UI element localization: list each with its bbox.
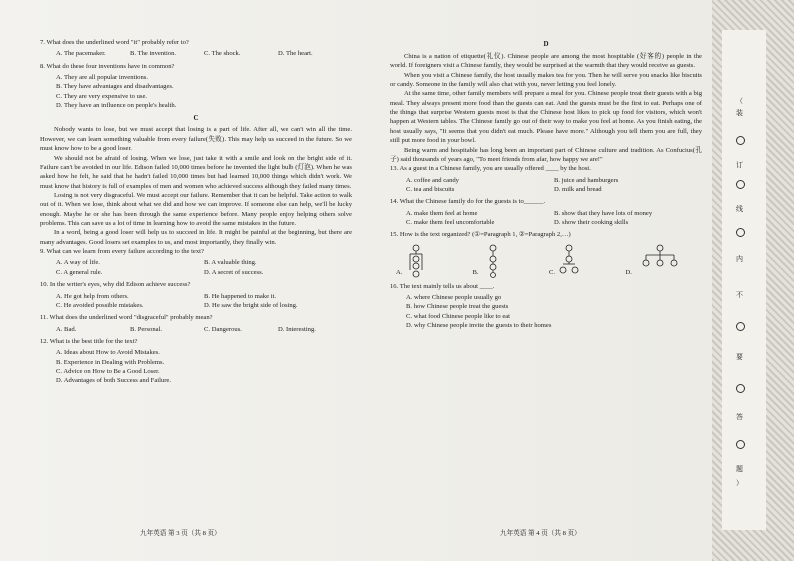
option: B. show that they have lots of money	[554, 209, 653, 217]
option: A. Bad.	[56, 325, 77, 333]
option: C. what food Chinese people like to eat	[406, 312, 511, 320]
passage-d-heading: D	[543, 40, 549, 48]
binding-hole	[736, 440, 745, 449]
option: D. Interesting.	[278, 325, 316, 333]
option: B. They have advantages and disadvantages.	[56, 83, 174, 91]
passage-c-paragraph: In a word, being a good loser will help us to succeed in life. It might be painful at the beginning, but there are many advantages. Good losers set examples to us, and most importantly, they finally win.	[40, 229, 352, 246]
passage-c-heading: C	[193, 113, 199, 122]
option: A. A way of life.	[56, 259, 100, 267]
option: D. Advantages of both Success and Failure.	[56, 377, 172, 385]
question-9: 9. What can we learn from every failure according to the text?	[40, 248, 204, 256]
passage-d-paragraph: China is a nation of etiquette(礼仪). Chinese people are among the most hospitable (好客的) people in the world. If foreigners visit a Chinese family, they would be surprised at the warmth that they would receive as guests.	[390, 52, 702, 70]
binding-char: （	[736, 97, 743, 105]
diagram-option-a	[396, 244, 473, 280]
binding-char: ）	[736, 479, 743, 487]
option: A. He got help from others.	[56, 292, 129, 300]
binding-strip	[722, 30, 766, 530]
option: C. He avoided possible mistakes.	[56, 301, 144, 309]
structure-diagram-a	[406, 244, 466, 278]
option: B. juice and hamburgers	[554, 176, 619, 184]
question-14-options	[406, 209, 702, 228]
structure-diagram-b	[483, 244, 543, 278]
question-7-options	[56, 49, 352, 58]
question-8-options	[56, 73, 352, 110]
question-10: 10. In the writer's eyes, why did Edison achieve success?	[40, 281, 191, 289]
question-10-options	[56, 292, 352, 311]
binding-hole	[736, 384, 745, 393]
option: D. A secret of success.	[204, 268, 264, 276]
question-13: 13. As a guest in a Chinese family, you are usually offered ____ by the host.	[390, 165, 591, 173]
option: A. They are all popular inventions.	[56, 74, 148, 82]
diagram-label: A.	[396, 268, 403, 276]
page-4-column	[390, 38, 702, 334]
question-11-options	[56, 325, 352, 334]
question-9-options	[56, 258, 352, 277]
question-12: 12. What is the best title for the text?	[40, 338, 138, 345]
question-13-options	[406, 176, 702, 195]
option: C. They are very expensive to use.	[56, 92, 148, 100]
passage-c-paragraph: We should not be afraid of losing. When we lose, just take it with a smile and look on the bright side of it. Failure can't be avoided in our life. Edison failed 10,000 times before he invented the light bulb (灯泡). When he was asked how he felt, he said that he hadn't failed 10,000 times but had learned 10,000 things which didn't work. We must know that history is full of examples of men and women who achieved success although they failed many times.	[40, 154, 352, 190]
option: D. He saw the bright side of losing.	[204, 301, 298, 309]
binding-hole	[736, 228, 745, 237]
option: C. make them feel uncomfortable	[406, 219, 495, 227]
structure-diagram-d	[630, 244, 690, 278]
binding-char: 线	[736, 205, 743, 213]
passage-d-paragraph: Being warm and hospitable has long been an important part of Chinese culture and tradition. As Confucius(孔子) said thousands of years ago, "To meet friends from afar, how happy we are!"	[390, 146, 702, 163]
binding-hole	[736, 180, 745, 189]
question-14: 14. What the Chinese family do for the guests is to______.	[390, 198, 546, 206]
option: D. show their cooking skills	[554, 219, 629, 227]
passage-d-paragraph: At the same time, other family members will prepare a meal for you. Chinese people treat their guests with a big meal. They always present more food than the guests can eat. And the guests must be the first to eat. Perhaps one of the things that surprise Western guests most is that the Chinese host likes to pick up food for visitors, which won't happen at Western tables. The Chinese family go out of their way to make you feel at home. As you finish eating, the host usually says, "It seems that you didn't eat much. Please have more." Although you tell them you are full, they still put more food in your bowl.	[390, 90, 702, 145]
question-16: 16. The text mainly tells us about ____.	[390, 282, 495, 290]
binding-char: 装	[736, 109, 743, 117]
diagram-label: C.	[549, 268, 556, 276]
option: C. tea and biscuits	[406, 185, 455, 193]
option: D. The heart.	[278, 50, 313, 58]
option: A. Ideas about How to Avoid Mistakes.	[56, 349, 160, 357]
structure-diagram-c	[559, 244, 619, 278]
option: D. milk and bread	[554, 185, 602, 193]
binding-char: 不	[736, 291, 743, 299]
question-8: 8. What do these four inventions have in common?	[40, 62, 175, 70]
option: D. They have an influence on people's health.	[56, 102, 177, 110]
passage-d-paragraph: When you visit a Chinese family, the host usually makes tea for you. Then he will serve you snacks like biscuits or candy. Someone in the family will also chat with you, never letting you feel lonely.	[390, 71, 702, 89]
option: A. coffee and candy	[406, 176, 459, 184]
diagram-label: D.	[625, 268, 632, 276]
page-3-footer: 九年英语 第 3 页（共 8 页）	[140, 530, 221, 537]
option: C. Advice on How to Be a Good Loser.	[56, 368, 160, 376]
diagram-option-d	[626, 244, 703, 280]
diagram-option-b	[473, 244, 550, 280]
diagram-label: B.	[472, 268, 479, 276]
option: B. He happened to make it.	[204, 292, 276, 300]
page-3-column	[40, 38, 352, 389]
option: C. The shock.	[204, 50, 241, 58]
binding-char: 订	[736, 161, 743, 169]
binding-char: 要	[736, 353, 743, 361]
passage-c-paragraph: Losing is not very disgraceful. We must accept our failure. Remember that it can be helpful. Take action to walk out of it. When we lose, think about what we did and how we can improve. If someone else can help, we'll be lucky enough. Maybe he or she has been through the same experience before. Many people enjoy helping others solve problems. This can save us a lot of time in learning how to avoid the same mistakes in the future.	[40, 191, 352, 228]
passage-c-paragraph: Nobody wants to lose, but we must accept that losing is a part of life. After all, we can't win all the time. However, we can learn something valuable from every failure(失败). This may help us succeed in the future. So we must know how to be a good loser.	[40, 126, 352, 153]
option: A. The pacemaker.	[56, 50, 106, 58]
question-15: 15. How is the text organized? (①=Paragraph 1, ②=Paragraph 2,…)	[390, 231, 571, 239]
option: B. how Chinese people treat the guests	[406, 303, 509, 311]
structure-diagrams	[396, 244, 702, 280]
option: B. Personal.	[130, 325, 163, 333]
binding-char: 内	[736, 255, 743, 263]
binding-hole	[736, 136, 745, 145]
page-4-footer: 九年英语 第 4 页（共 8 页）	[500, 530, 581, 537]
binding-hole	[736, 322, 745, 331]
question-16-options	[406, 293, 702, 330]
option: A. make them feel at home	[406, 209, 478, 217]
question-7: 7. What does the underlined word "it" probably refer to?	[40, 39, 189, 46]
option: B. Experience in Dealing with Problems.	[56, 358, 165, 366]
option: B. The invention.	[130, 50, 177, 58]
question-11: 11. What does the underlined word "disgraceful" probably mean?	[40, 314, 213, 322]
binding-char: 题	[736, 465, 743, 473]
binding-char: 答	[736, 413, 743, 421]
option: D. why Chinese people invite the guests to their homes	[406, 322, 552, 330]
option: C. Dangerous.	[204, 325, 242, 333]
option: B. A valuable thing.	[204, 259, 257, 267]
option: C. A general rule.	[56, 268, 103, 276]
diagram-option-c	[549, 244, 626, 280]
option: A. where Chinese people usually go	[406, 294, 502, 302]
question-12-options	[56, 348, 352, 385]
